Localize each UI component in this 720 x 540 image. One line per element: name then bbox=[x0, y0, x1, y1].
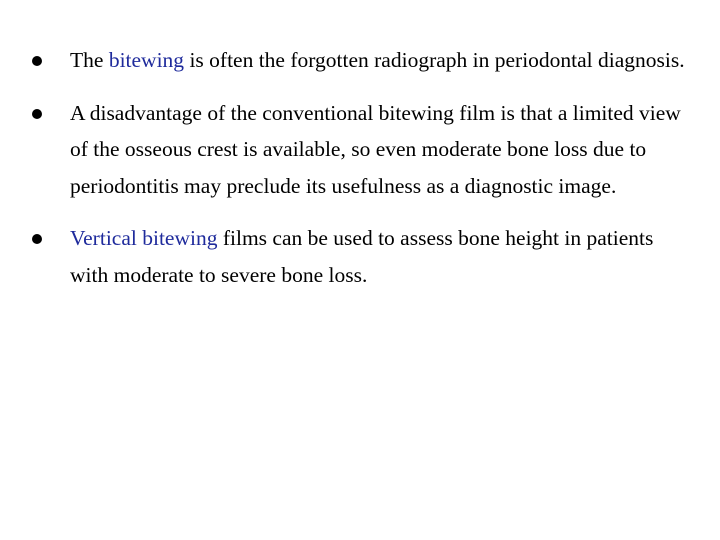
bullet-item-disadvantage bbox=[30, 95, 690, 205]
bullet-text-post: A disadvantage of the conventional bitewing film is that a limited view of the osseous crest is available, so even moderate bone loss due to periodontitis may preclude its usefulness as a diagnostic image. bbox=[70, 100, 681, 198]
bullet-text-pre: The bbox=[70, 48, 109, 72]
bullet-item-bitewing-forgotten bbox=[30, 42, 690, 79]
highlight-term: bitewing bbox=[108, 48, 185, 72]
bullet-item-vertical-bitewing bbox=[30, 220, 690, 293]
bullet-text-post: films can be used to assess bone height in patients with moderate to severe bone loss. bbox=[70, 226, 654, 287]
bullet-icon bbox=[32, 109, 42, 119]
bullet-text-post: is often the forgotten radiograph in periodontal diagnosis. bbox=[184, 48, 685, 72]
bullet-icon bbox=[32, 56, 42, 66]
bullet-list bbox=[30, 42, 690, 310]
bullet-icon bbox=[32, 234, 42, 244]
highlight-term: Vertical bitewing bbox=[70, 226, 218, 251]
